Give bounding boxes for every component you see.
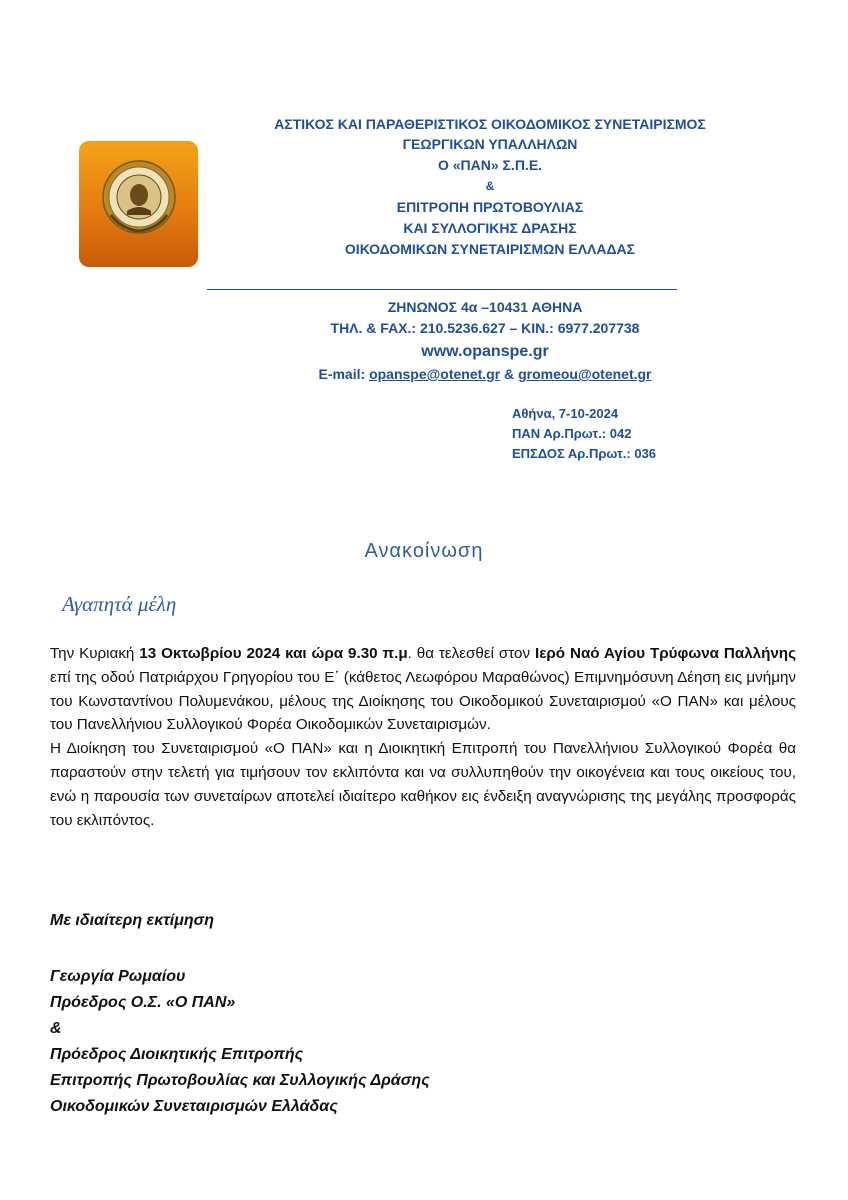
contact-email-line (200, 366, 770, 382)
header-line-5: ΕΠΙΤΡΟΠΗ ΠΡΩΤΟΒΟΥΛΙΑΣ (396, 199, 584, 215)
document-date: Αθήνα, 7-10-2024 (512, 406, 619, 421)
signatory-ampersand: & (50, 1020, 62, 1037)
signatory-role-2: Πρόεδρος Διοικητικής Επιτροπής (50, 1046, 304, 1063)
greeting: Αγαπητά μέλη (62, 592, 177, 616)
announcement-body (50, 642, 796, 832)
pan-protocol-number: ΠΑΝ Αρ.Πρωτ.: 042 (512, 426, 632, 441)
epsdos-protocol-number: ΕΠΣΔΟΣ Αρ.Πρωτ.: 036 (512, 446, 657, 461)
paragraph-1 (50, 642, 796, 737)
p1-text-a: Την Κυριακή (50, 645, 140, 662)
p1-text-e: επί της οδού Πατριάρχου Γρηγορίου του Ε΄ (κάθετος Λεωφόρου Μαραθώνος) Επιμνημόσυνη Δέηση εις μνήμην του Κωνσταντίνου Πολυμενάκου, μέλους της Διοίκησης του Οικοδομικού Συνεταιρισμού «Ο ΠΑΝ» και μέλους του Πανελλήνιου Συλλογικού Φορέα Οικοδομικών Συνεταιρισμών. (50, 668, 796, 734)
announcement-title: Ανακοίνωση (364, 540, 484, 562)
p1-text-c: . θα τελεσθεί στον (407, 645, 535, 662)
signature-block (50, 964, 430, 1120)
contact-phones: ΤΗΛ. & FAX.: 210.5236.627 – ΚΙΝ.: 6977.207738 (330, 320, 640, 336)
closing-phrase: Με ιδιαίτερη εκτίμηση (50, 912, 215, 929)
contact-address: ΖΗΝΩΝΟΣ 4α –10431 ΑΘΗΝΑ (387, 299, 583, 315)
p1-church-name: Ιερό Ναό Αγίου Τρύφωνα Παλλήνης (534, 645, 796, 662)
email-link-opanspe[interactable]: opanspe@otenet.gr (369, 366, 501, 382)
header-line-7: ΟΙΚΟΔΟΜΙΚΩΝ ΣΥΝΕΤΑΙΡΙΣΜΩΝ ΕΛΛΑΔΑΣ (344, 241, 636, 257)
header-line-3: Ο «ΠΑΝ» Σ.Π.Ε. (437, 157, 543, 173)
paragraph-2: Η Διοίκηση του Συνεταιρισμού «Ο ΠΑΝ» και η Διοικητική Επιτροπή του Πανελλήνιου Συλλογικού Φορέα θα παραστούν στην τελετή για τιμήσουν τον εκλιπόντα και να συλλυπηθούν την οικογένεια και τους οικείους του, ενώ η παρουσία των συνεταίρων αποτελεί ιδιαίτερο καθήκον εις ένδειξη αναγνώρισης της μεγάλης προσφοράς του εκλιπόντος. (50, 740, 796, 829)
seal-emblem-icon (101, 159, 177, 235)
signatory-role-4: Οικοδομικών Συνεταιρισμών Ελλάδας (50, 1098, 338, 1115)
signatory-role-1: Πρόεδρος Ο.Σ. «Ο ΠΑΝ» (50, 994, 236, 1011)
p1-date-time: 13 Οκτωβρίου 2024 και ώρα 9.30 π.μ (139, 645, 408, 662)
email-separator: & (500, 366, 519, 382)
signatory-name: Γεωργία Ρωμαίου (50, 968, 186, 985)
email-label: E-mail: (318, 366, 370, 382)
header-divider (207, 289, 677, 290)
header-line-6: ΚΑΙ ΣΥΛΛΟΓΙΚΗΣ ΔΡΑΣΗΣ (403, 220, 577, 236)
signatory-role-3: Επιτροπής Πρωτοβουλίας και Συλλογικής Δράσης (50, 1072, 430, 1089)
website-link[interactable]: www.opanspe.gr (421, 343, 549, 360)
header-line-2: ΓΕΩΡΓΙΚΩΝ ΥΠΑΛΛΗΛΩΝ (402, 136, 578, 152)
header-ampersand: & (485, 179, 495, 193)
header-line-1: ΑΣΤΙΚΟΣ ΚΑΙ ΠΑΡΑΘΕΡΙΣΤΙΚΟΣ ΟΙΚΟΔΟΜΙΚΟΣ ΣΥΝΕΤΑΙΡΙΣΜΟΣ (274, 116, 706, 132)
email-link-gromeou[interactable]: gromeou@otenet.gr (518, 366, 652, 382)
